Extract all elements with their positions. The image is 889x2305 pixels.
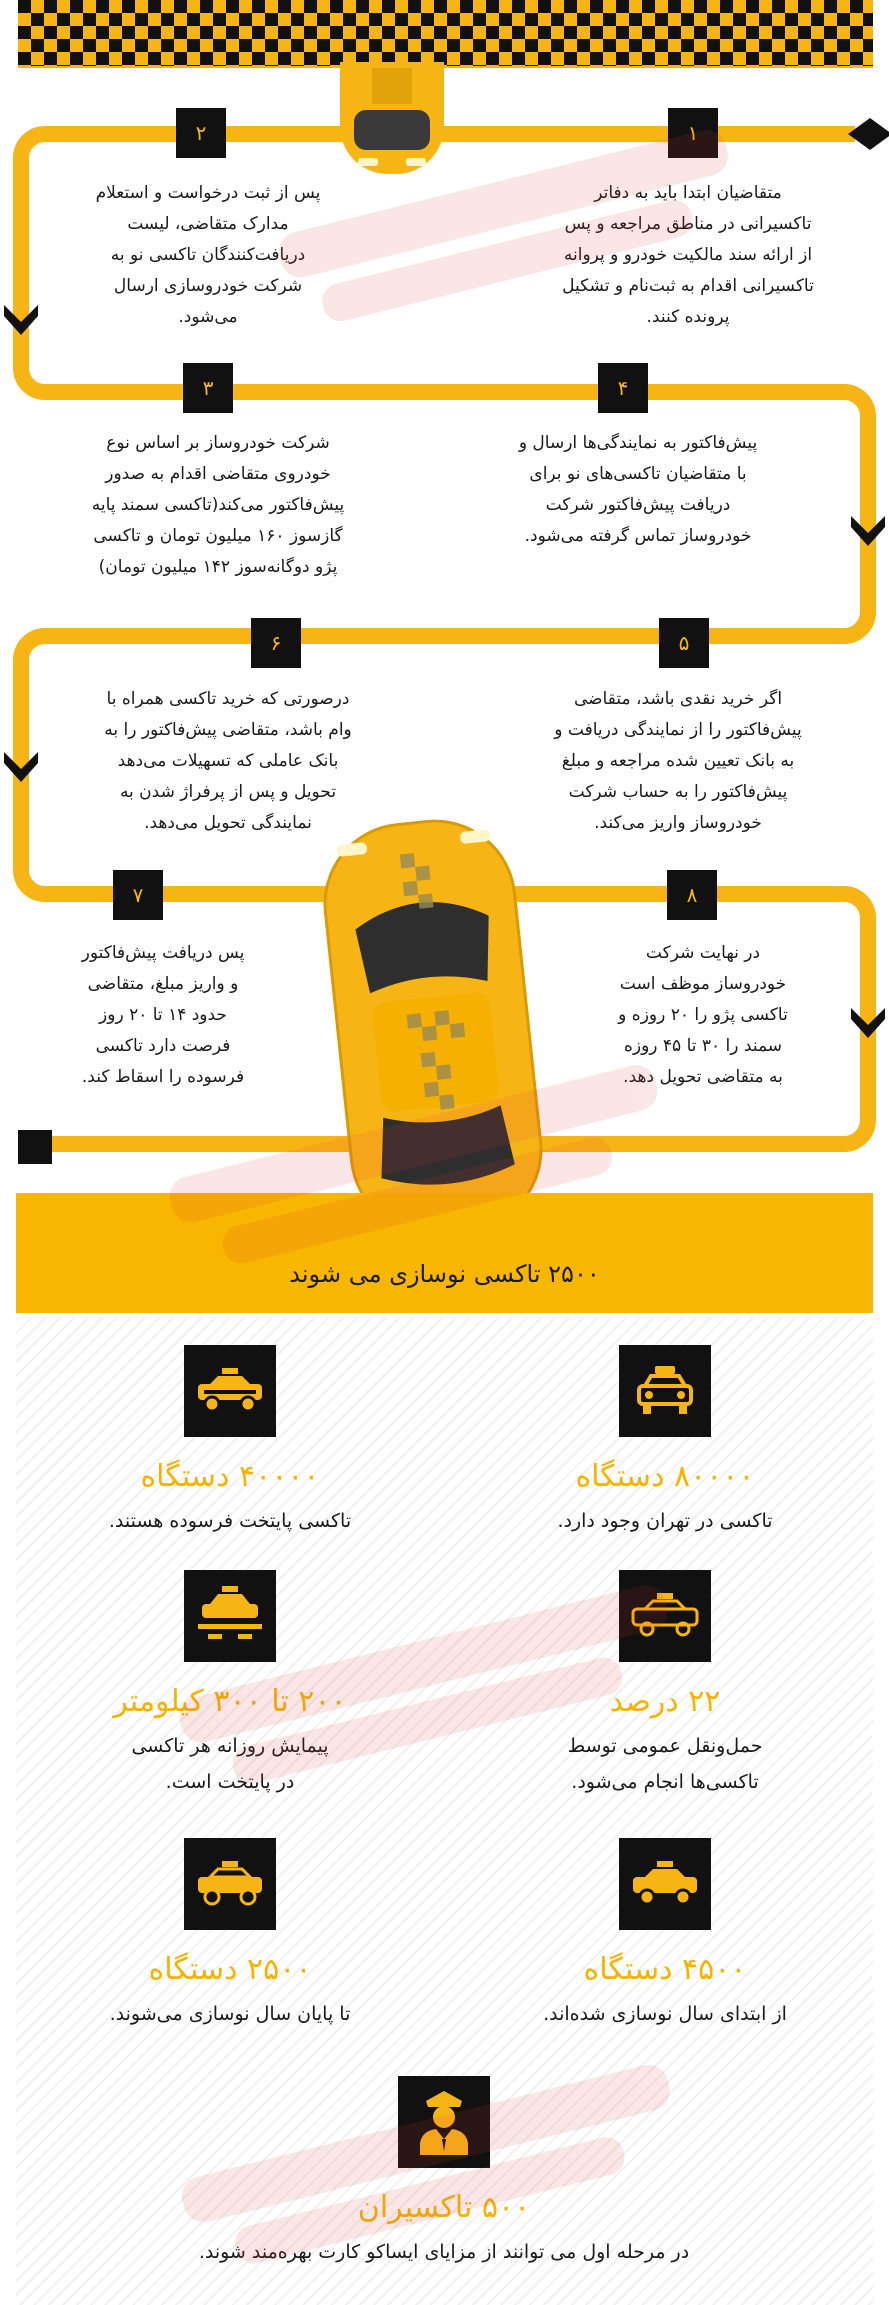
- step-text-1: متقاضیان ابتدا باید به دفاتر تاکسیرانی در مناطق مراجعه و پس از ارائه سند مالکیت خودرو و پروانه تاکسیرانی اقدام به ثبت‌نام و تشکیل پرونده کنند.: [562, 183, 814, 327]
- taxi-car-main: [308, 812, 558, 1242]
- stat-desc: پیمایش روزانه هر تاکسی: [131, 1735, 329, 1757]
- stat-value: ۵۰۰ تاکسیران: [357, 2190, 531, 2225]
- stat-value: ۲۰۰ تا ۳۰۰ کیلومتر: [113, 1684, 347, 1719]
- taxi-road-icon: [184, 1570, 276, 1662]
- stat-to-renew: [40, 1838, 420, 2032]
- step-text-2: پس از ثبت درخواست و استعلام مدارک متقاضی، لیست دریافت‌کنندگان تاکسی نو به شرکت خودروسازی ارسال می‌شود.: [95, 183, 321, 327]
- stat-renewed: [475, 1838, 855, 2032]
- stat-value: ۸۰۰۰۰ دستگاه: [575, 1459, 755, 1494]
- stat-desc: تا پایان سال نوسازی می‌شوند.: [109, 2003, 351, 2025]
- taxi-side-icon: [619, 1570, 711, 1662]
- step-badge-4: ۴: [598, 363, 648, 413]
- stat-public-transport: [475, 1570, 855, 1800]
- stat-value: ۴۰۰۰۰ دستگاه: [140, 1459, 320, 1494]
- stat-taxis-tehran: [475, 1345, 855, 1539]
- step-badge-2: ۲: [176, 108, 226, 158]
- stat-daily-distance: [40, 1570, 420, 1800]
- taxi-front-icon: [619, 1345, 711, 1437]
- step-badge-3: ۳: [183, 363, 233, 413]
- stat-desc: تاکسی پایتخت فرسوده هستند.: [108, 1510, 352, 1532]
- band-title: ۲۵۰۰ تاکسی نوسازی می شوند: [289, 1260, 600, 1288]
- step-text-8: در نهایت شرکت خودروساز موظف است تاکسی پژو را ۲۰ روزه و سمند را ۳۰ تا ۴۵ روزه به متقاضی تحویل دهد.: [618, 943, 788, 1087]
- taxi-car-top: [332, 62, 452, 182]
- stat-desc: تاکسی در تهران وجود دارد.: [557, 1510, 773, 1532]
- driver-icon: [398, 2076, 490, 2168]
- stat-drivers: [144, 2076, 744, 2270]
- stat-desc: در مرحله اول می توانند از مزایای ایساکو کارت بهره‌مند شوند.: [198, 2241, 690, 2263]
- step-text-5: اگر خرید نقدی باشد، متقاضی پیش‌فاکتور را از نمایندگی دریافت و به بانک تعیین شده مراجعه و مبلغ پیش‌فاکتور را به حساب شرکت خودروساز واریز می‌کند.: [554, 689, 802, 833]
- stat-old-taxis: [40, 1345, 420, 1539]
- step-badge-5: ۵: [659, 618, 709, 668]
- step-badge-6: ۶: [251, 618, 301, 668]
- stat-desc: در پایتخت است.: [165, 1771, 295, 1793]
- step-text-7: پس دریافت پیش‌فاکتور و واریز مبلغ، متقاضی حدود ۱۴ تا ۲۰ روز فرصت دارد تاکسی فرسوده را اسقاط کند.: [81, 943, 245, 1087]
- taxi-side-icon: [184, 1838, 276, 1930]
- step-badge-7: ۷: [113, 870, 163, 920]
- step-text-4: پیش‌فاکتور به نمایندگی‌ها ارسال و با متقاضیان تاکسی‌های نو برای دریافت پیش‌فاکتور شرکت خودروساز تماس گرفته می‌شود.: [518, 433, 758, 546]
- step-text-6: درصورتی که خرید تاکسی همراه با وام باشد، متقاضی پیش‌فاکتور را به بانک عاملی که تسهیلات می‌دهد تحویل و پس از پرفراژ شدن به نمایندگی تحویل می‌دهد.: [104, 689, 352, 833]
- stat-desc: حمل‌ونقل عمومی توسط: [567, 1735, 763, 1757]
- summary-band: [16, 1193, 873, 1313]
- stat-desc: تاکسی‌ها انجام می‌شود.: [571, 1771, 759, 1793]
- stat-value: ۴۵۰۰ دستگاه: [583, 1952, 747, 1987]
- taxi-side-icon: [619, 1838, 711, 1930]
- taxi-side-icon: [184, 1345, 276, 1437]
- step-badge-1: ۱: [668, 108, 718, 158]
- stat-value: ۲۲ درصد: [609, 1684, 721, 1719]
- stat-value: ۲۵۰۰ دستگاه: [148, 1952, 312, 1987]
- stat-desc: از ابتدای سال نوسازی شده‌اند.: [543, 2003, 787, 2025]
- step-badge-8: ۸: [667, 870, 717, 920]
- step-text-3: شرکت خودروساز بر اساس نوع خودروی متقاضی اقدام به صدور پیش‌فاکتور می‌کند(تاکسی سمند پایه گازسوز ۱۶۰ میلیون تومان و تاکسی پژو دوگانه‌سوز ۱۴۲ میلیون تومان): [91, 433, 345, 577]
